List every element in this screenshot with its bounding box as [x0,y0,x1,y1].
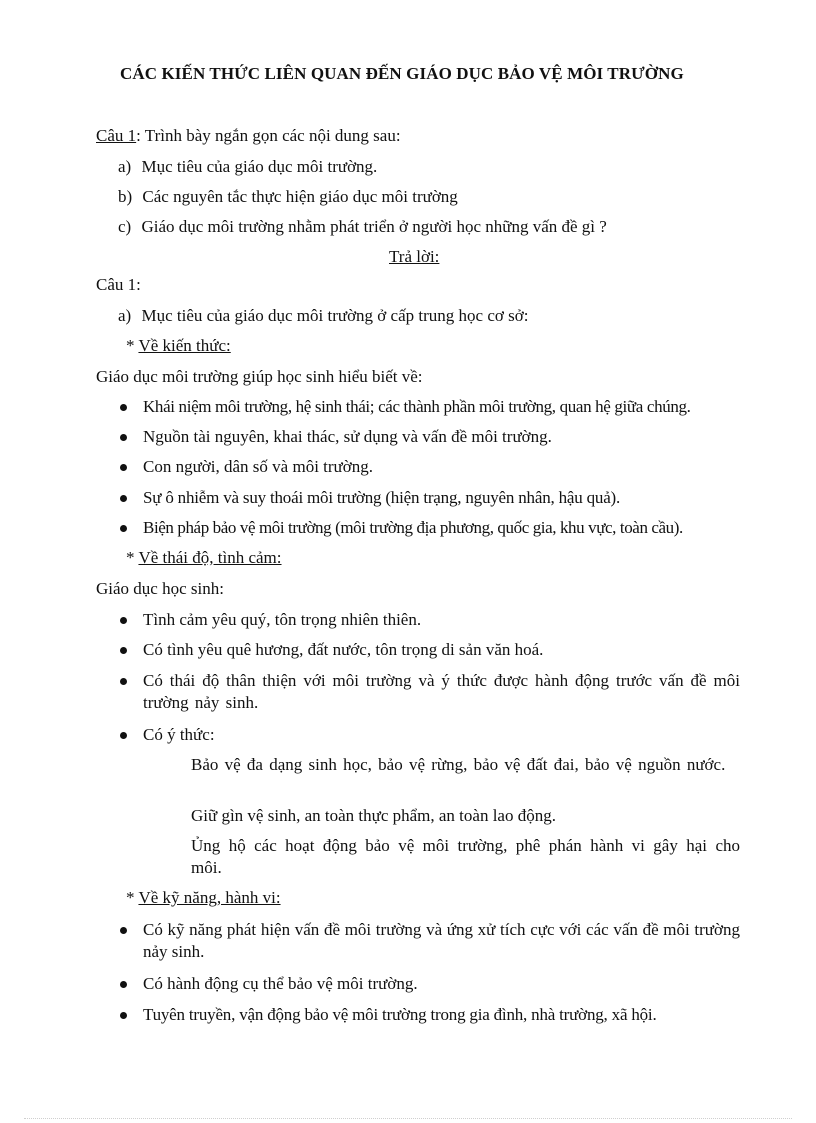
list-item: Sự ô nhiễm và suy thoái môi trường (hiện trạng, nguyên nhân, hậu quả). [143,488,621,507]
bullet-dot [120,981,127,988]
list-item: Có ý thức: [143,725,215,744]
bullet-dot [120,617,127,624]
bullet-dot [120,678,127,685]
knowledge-heading: Về kiến thức: [138,336,231,355]
bullet-dot [120,434,127,441]
list-item: Có hành động cụ thể bảo vệ môi trường. [143,974,418,993]
sub-item: Giữ gìn vệ sinh, an toàn thực phẩm, an toàn lao động. [191,806,556,825]
knowledge-heading-line [126,335,231,357]
attitude-intro: Giáo dục học sinh: [96,579,224,598]
item-text: Các nguyên tắc thực hiện giáo dục môi trường [142,187,458,206]
page-title: CÁC KIẾN THỨC LIÊN QUAN ĐẾN GIÁO DỤC BẢO VỆ MÔI TRƯỜNG [120,64,684,83]
skills-heading: Về kỹ năng, hành vi: [138,888,281,907]
bullet-dot [120,1012,127,1019]
item-marker: c) [118,217,132,236]
list-item: Con người, dân số và môi trường. [143,457,374,476]
sub-item: Ủng hộ các hoạt động bảo vệ môi trường, phê phán hành vi gây hại cho môi. [191,836,740,877]
list-item: Tình cảm yêu quý, tôn trọng nhiên thiên. [143,610,422,629]
list-item: Tuyên truyền, vận động bảo vệ môi trường trong gia đình, nhà trường, xã hội. [143,1005,657,1024]
question-text: : Trình bày ngắn gọn các nội dung sau: [136,126,401,145]
item-marker: a) [118,157,132,176]
attitude-heading-line [126,547,282,569]
answer-heading: Trả lời: [389,247,440,266]
bullet-dot [120,525,127,532]
star-marker: * [126,548,135,567]
item-text: Mục tiêu của giáo dục môi trường ở cấp trung học cơ sở: [141,306,529,325]
sub-item: Bảo vệ đa dạng sinh học, bảo vệ rừng, bảo vệ đất đai, bảo vệ nguồn nước. [191,755,726,774]
bullet-dot [120,464,127,471]
bullet-dot [120,495,127,502]
list-item: Có tình yêu quê hương, đất nước, tôn trọng di sản văn hoá. [143,640,544,659]
question-item [118,186,458,208]
star-marker: * [126,888,135,907]
list-item: Có kỹ năng phát hiện vấn đề môi trường và ứng xử tích cực với các vấn đề môi trường nảy sinh. [143,920,740,961]
answer-label: Câu 1: [96,275,141,294]
list-item: Có thái độ thân thiện với môi trường và ý thức được hành động trước vấn đề môi trường nảy sinh. [143,671,740,712]
bullet-dot [120,927,127,934]
attitude-heading: Về thái độ, tình cảm: [138,548,282,567]
bullet-dot [120,647,127,654]
question-label: Câu 1 [96,126,137,145]
question-item [118,156,377,178]
item-text: Giáo dục môi trường nhằm phát triển ở người học những vấn đề gì ? [141,217,607,236]
item-marker: b) [118,187,133,206]
item-marker: a) [118,306,132,325]
knowledge-intro: Giáo dục môi trường giúp học sinh hiểu biết về: [96,367,423,386]
question-item [118,216,607,238]
skills-heading-line [126,887,281,909]
list-item: Khái niệm môi trường, hệ sinh thái; các thành phần môi trường, quan hệ giữa chúng. [143,397,691,416]
star-marker: * [126,336,135,355]
list-item: Nguồn tài nguyên, khai thác, sử dụng và vấn đề môi trường. [143,427,552,446]
list-item: Biện pháp bảo vệ môi trường (môi trường địa phương, quốc gia, khu vực, toàn cầu). [143,518,683,537]
bullet-dot [120,732,127,739]
bullet-dot [120,404,127,411]
page-bottom-divider [24,1118,792,1119]
answer-part-a [118,305,528,327]
question-line [96,125,401,147]
item-text: Mục tiêu của giáo dục môi trường. [141,157,378,176]
